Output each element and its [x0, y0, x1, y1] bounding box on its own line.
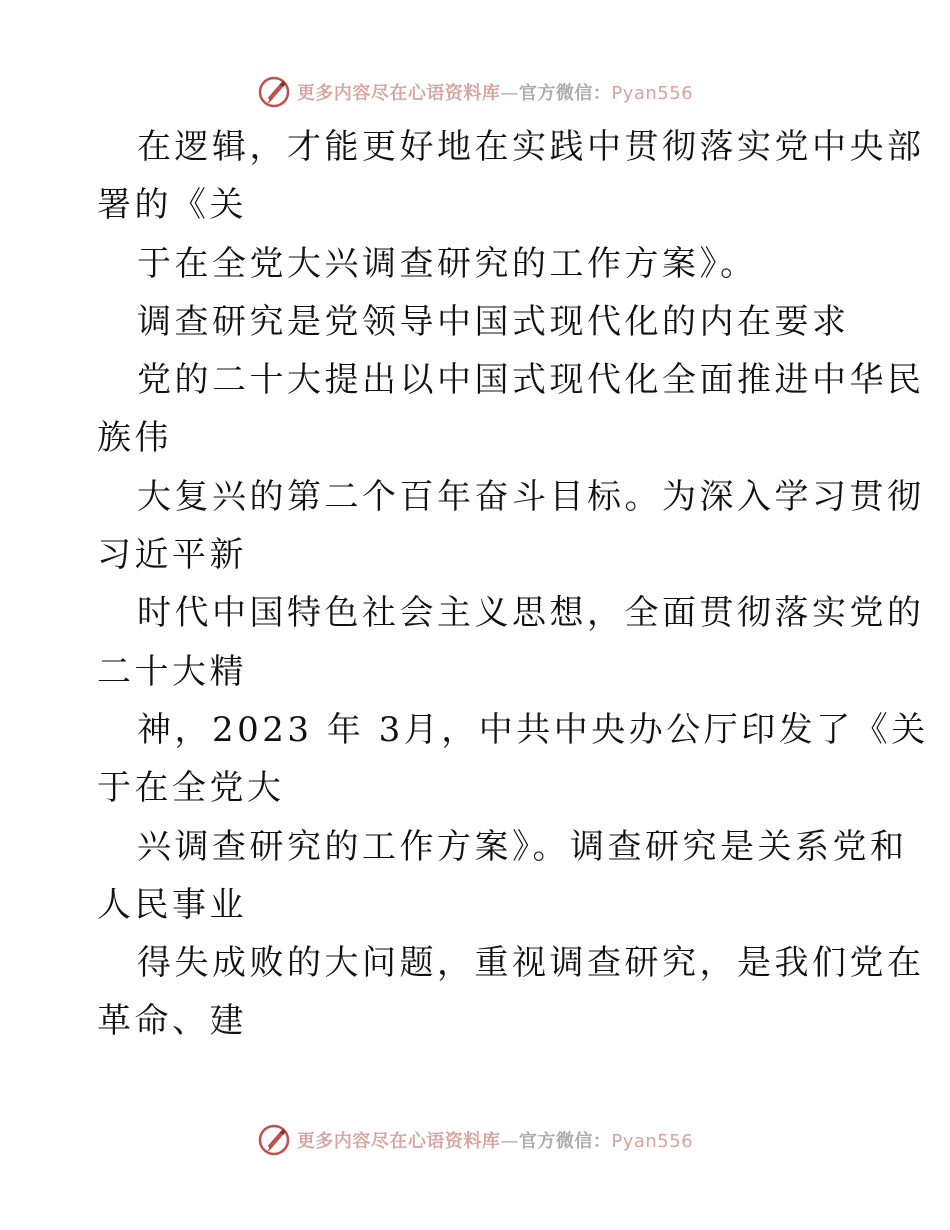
body-text-line: 族伟 — [97, 418, 172, 459]
body-text-line: 于在全党大 — [97, 768, 285, 809]
pen-logo-icon — [257, 75, 291, 109]
body-text-line: 于在全党大兴调查研究的工作方案》。 — [137, 243, 758, 284]
header-watermark — [0, 72, 950, 112]
body-text-line: 二十大精 — [97, 651, 247, 692]
watermark-dash: — — [500, 83, 519, 104]
body-text-line: 兴调查研究的工作方案》。调查研究是关系党和 — [137, 826, 908, 867]
watermark-label: 官方微信： — [518, 1131, 612, 1152]
footer-watermark — [0, 1120, 950, 1160]
pen-logo-icon — [257, 1123, 291, 1157]
body-text-line: 革命、建 — [97, 1001, 247, 1042]
body-text-line: 习近平新 — [97, 535, 247, 576]
watermark-id: Pyan556 — [611, 83, 694, 104]
watermark-dash: — — [500, 1131, 519, 1152]
body-text-line: 神，2023 年 3月，中共中央办公厅印发了《关 — [137, 709, 929, 750]
body-text-line: 大复兴的第二个百年奋斗目标。为深入学习贯彻 — [137, 476, 925, 517]
body-text-line: 时代中国特色社会主义思想，全面贯彻落实党的 — [137, 593, 925, 634]
watermark-label: 官方微信： — [518, 83, 612, 104]
watermark-text — [297, 79, 693, 105]
watermark-brand: 更多内容尽在心语资料库 — [296, 83, 501, 104]
body-text-line: 署的《关 — [97, 185, 247, 226]
watermark-id: Pyan556 — [611, 1131, 694, 1152]
body-text-line: 人民事业 — [97, 884, 247, 925]
body-text-line: 党的二十大提出以中国式现代化全面推进中华民 — [137, 360, 925, 401]
body-text-line: 得失成败的大问题，重视调查研究，是我们党在 — [137, 943, 925, 984]
watermark-text — [297, 1127, 693, 1153]
body-text-line: 调查研究是党领导中国式现代化的内在要求 — [137, 301, 850, 342]
body-text-line: 在逻辑，才能更好地在实践中贯彻落实党中央部 — [137, 127, 925, 167]
document-body — [97, 118, 929, 1051]
watermark-brand: 更多内容尽在心语资料库 — [296, 1131, 501, 1152]
